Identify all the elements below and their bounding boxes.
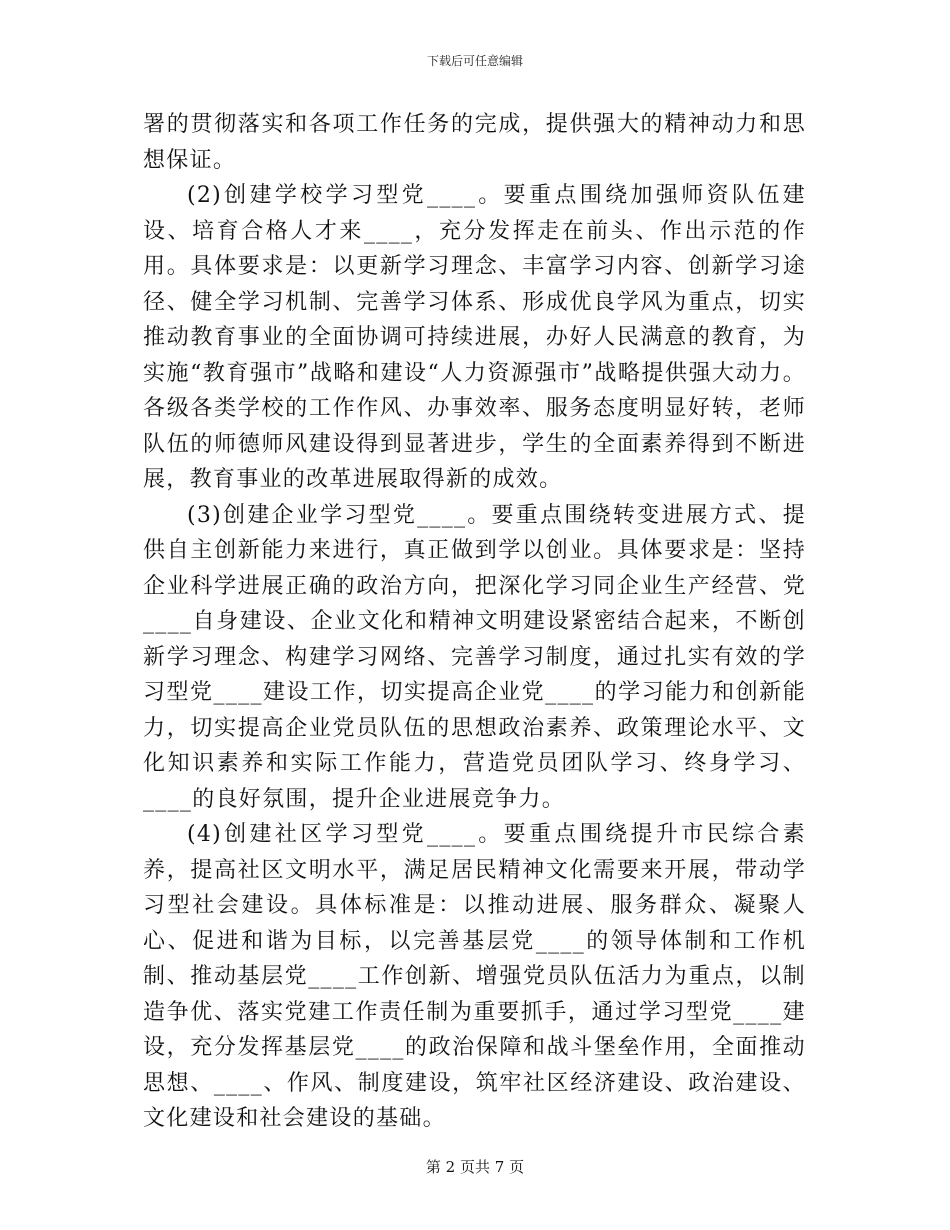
paragraph-school-party: (2)创建学校学习型党____。要重点围绕加强师资队伍建设、培育合格人才来____，充分发挥走在前头、作出示范的作用。具体要求是：以更新学习理念、丰富学习内容、创新学习途径、健全学习机制、完善学习体系、形成优良学风为重点，切实推动教育事业的全面协调可持续进展，办好人民满意的教育，为实施“教育强市”战略和建设“人力资源强市”战略提供强大动力。各级各类学校的工作作风、办事效率、服务态度明显好转，老师队伍的师德师风建设得到显著进步，学生的全面素养得到不断进展，教育事业的改革进展取得新的成效。	[143, 183, 806, 492]
page-header-note: 下载后可任意编辑	[426, 54, 523, 68]
paragraph-enterprise-party: (3)创建企业学习型党____。要重点围绕转变进展方式、提供自主创新能力来进行，真正做到学以创业。具体要求是：坚持企业科学进展正确的政治方向，把深化学习同企业生产经营、党____自身建设、企业文化和精神文明建设紧密结合起来，不断创新学习理念、构建学习网络、完善学习制度，通过扎实有效的学习型党____建设工作，切实提高企业党____的学习能力和创新能力，切实提高企业党员队伍的思想政治素养、政策理论水平、文化知识素养和实际工作能力，营造党员团队学习、终身学习、____的良好氛围，提升企业进展竞争力。	[143, 502, 806, 812]
page-number: 第 2 页共 7 页	[425, 1158, 525, 1176]
paragraph-continuation: 署的贯彻落实和各项工作任务的完成，提供强大的精神动力和思想保证。	[143, 112, 806, 173]
paragraph-community-party: (4)创建社区学习型党____。要重点围绕提升市民综合素养，提高社区文明水平，满足居民精神文化需要来开展，带动学习型社会建设。具体标准是：以推动进展、服务群众、凝聚人心、促进和谐为目标，以完善基层党____的领导体制和工作机制、推动基层党____工作创新、增强党员队伍活力为重点，以制造争优、落实党建工作责任制为重要抓手，通过学习型党____建设，充分发挥基层党____的政治保障和战斗堡垒作用，全面推动思想、____、作风、制度建设，筑牢社区经济建设、政治建设、文化建设和社会建设的基础。	[143, 822, 806, 1131]
document-body	[143, 107, 806, 1137]
